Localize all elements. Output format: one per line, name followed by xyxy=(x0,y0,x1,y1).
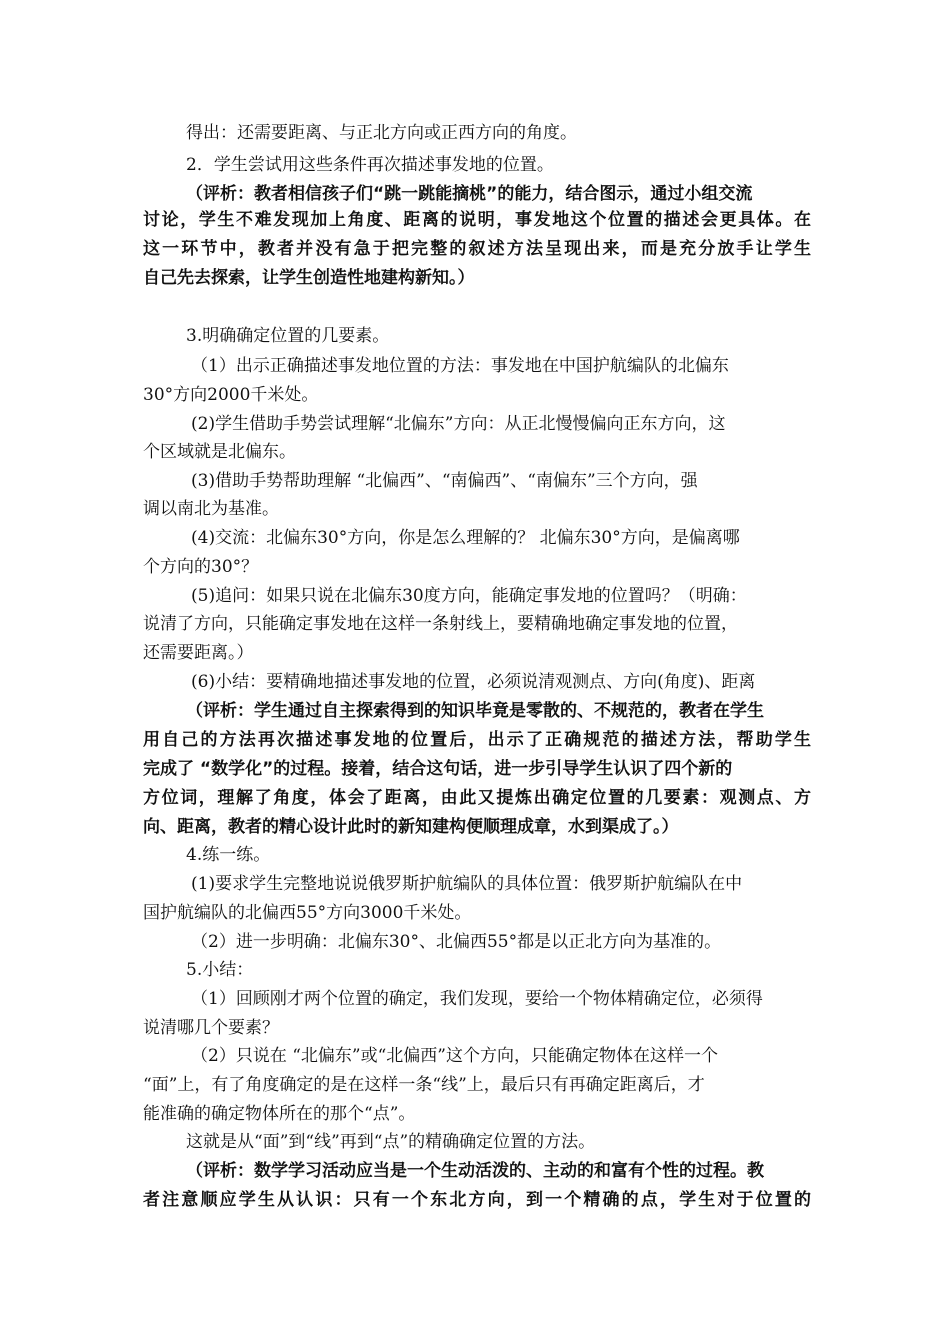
commentary-line: （评析：教者相信孩子们“跳一跳能摘桃”的能力，结合图示，通过小组交流 xyxy=(186,184,753,204)
text-line: (5)追问：如果只说在北偏东30度方向，能确定事发地的位置吗？（明确： xyxy=(191,586,747,606)
text-line: 调以南北为基准。 xyxy=(143,499,279,519)
text-line: （2）只说在 “北偏东”或“北偏西”这个方向，只能确定物体在这样一个 xyxy=(191,1046,718,1066)
text-line: “面”上，有了角度确定的是在这样一条“线”上，最后只有再确定距离后，才 xyxy=(143,1075,705,1095)
commentary-line: 自己先去探索，让学生创造性地建构新知。） xyxy=(143,268,475,288)
text-line: 个方向的30°？ xyxy=(143,557,259,577)
text-line: (3)借助手势帮助理解 “北偏西”、“南偏西”、“南偏东”三个方向，强 xyxy=(191,471,698,491)
commentary-line: 这一环节中，教者并没有急于把完整的叙述方法呈现出来，而是充分放手让学生 xyxy=(143,239,811,259)
text-line: 30°方向2000千米处。 xyxy=(143,385,319,405)
section-heading: 5.小结： xyxy=(186,960,254,980)
section-heading: 3.明确确定位置的几要素。 xyxy=(186,326,390,346)
text-line: 说清了方向，只能确定事发地在这样一条射线上，要精确地确定事发地的位置， xyxy=(143,614,738,634)
text-line: （2）进一步明确：北偏东30°、北偏西55°都是以正北方向为基准的。 xyxy=(191,932,722,952)
section-heading: 4.练一练。 xyxy=(186,845,271,865)
text-line: 得出：还需要距离、与正北方向或正西方向的角度。 xyxy=(186,123,577,143)
text-line: (2)学生借助手势尝试理解“北偏东”方向：从正北慢慢偏向正东方向，这 xyxy=(191,414,726,434)
commentary-line: 向、距离，教者的精心设计此时的新知建构便顺理成章，水到渠成了。） xyxy=(143,817,679,837)
commentary-line: 讨论，学生不难发现加上角度、距离的说明，事发地这个位置的描述会更具体。在 xyxy=(143,210,811,230)
commentary-line: 方位词，理解了角度，体会了距离，由此又提炼出确定位置的几要素：观测点、方 xyxy=(143,788,811,808)
text-line: 说清哪几个要素？ xyxy=(143,1018,279,1038)
text-line: （1）出示正确描述事发地位置的方法：事发地在中国护航编队的北偏东 xyxy=(191,356,729,376)
commentary-line: 者注意顺应学生从认识：只有一个东北方向，到一个精确的点，学生对于位置的 xyxy=(143,1190,811,1210)
text-line: 这就是从“面”到“线”再到“点”的精确确定位置的方法。 xyxy=(186,1132,596,1152)
commentary-line: 用自己的方法再次描述事发地的位置后，出示了正确规范的描述方法，帮助学生 xyxy=(143,730,811,750)
text-line: (4)交流：北偏东30°方向，你是怎么理解的？ 北偏东30°方向，是偏离哪 xyxy=(191,528,740,548)
text-line: 国护航编队的北偏西55°方向3000千米处。 xyxy=(143,903,472,923)
text-line: (1)要求学生完整地说说俄罗斯护航编队的具体位置：俄罗斯护航编队在中 xyxy=(191,874,743,894)
text-line: 还需要距离。） xyxy=(143,643,254,663)
text-line: (6)小结：要精确地描述事发地的位置，必须说清观测点、方向(角度)、距离 xyxy=(191,672,756,692)
text-line: 个区域就是北偏东。 xyxy=(143,442,296,462)
commentary-line: （评析：数学学习活动应当是一个生动活泼的、主动的和富有个性的过程。教 xyxy=(186,1161,764,1181)
text-line: 能准确的确定物体所在的那个“点”。 xyxy=(143,1104,416,1124)
text-line: （1）回顾刚才两个位置的确定，我们发现，要给一个物体精确定位，必须得 xyxy=(191,989,763,1009)
commentary-line: （评析：学生通过自主探索得到的知识毕竟是零散的、不规范的，教者在学生 xyxy=(186,701,764,721)
commentary-line: 完成了 “数学化”的过程。接着，结合这句话，进一步引导学生认识了四个新的 xyxy=(143,759,733,779)
text-line: 2．学生尝试用这些条件再次描述事发地的位置。 xyxy=(186,155,554,175)
